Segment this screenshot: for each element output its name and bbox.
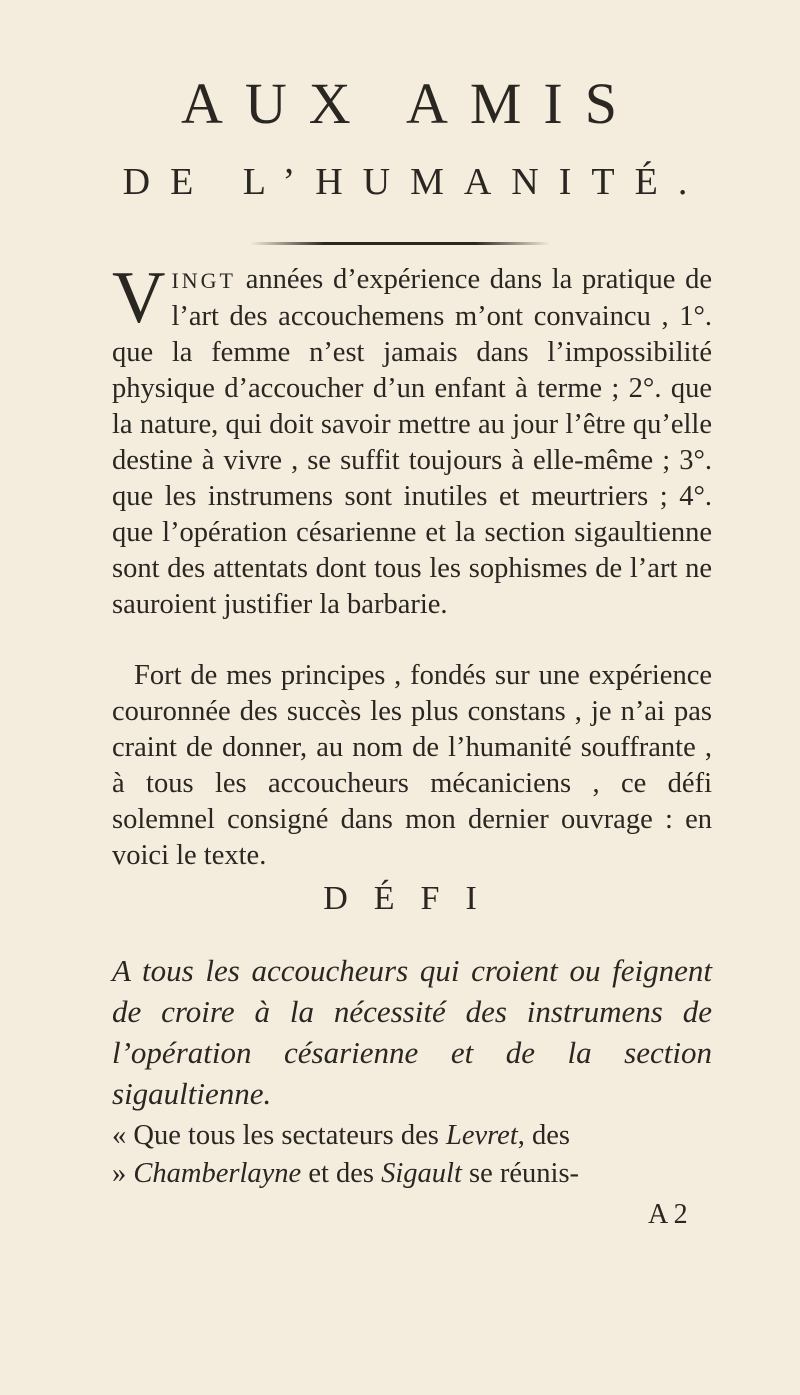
quote-mid2: et des bbox=[301, 1158, 382, 1189]
lead-smallcaps: INGT bbox=[171, 268, 236, 293]
decorative-rule bbox=[250, 242, 550, 245]
title-de-l-humanite: DE L’HUMANITÉ. bbox=[122, 161, 708, 203]
defi-address: A tous les accoucheurs qui croient ou feignent de croire à la nécessité des instrumens de l’opération césarienne et de la section sigaultienne. bbox=[112, 953, 712, 1111]
paragraph-intro-text: années d’expérience dans la pratique de l’art des accouchemens m’ont convaincu , 1°. que la femme n’est jamais dans l’impossibilité physique d’accoucher d’un enfant à terme ; 2°. que la nature, qui doit savoir mettre au jour l’être qu’elle destine à vivre , se suffit toujours à elle-même ; 3°. que les instrumens sont inutiles et meurtriers ; 4°. que l’opération césarienne et la section sigaultienne sont des attentats dont tous les sophismes de l’art ne sauroient justifier la barbarie. bbox=[112, 264, 712, 620]
quote-block bbox=[112, 1117, 712, 1193]
quote-open: « Que tous les sectateurs des bbox=[112, 1120, 446, 1151]
quote-name-levret: Levret bbox=[446, 1120, 518, 1151]
title-aux-amis: AUX AMIS bbox=[181, 71, 639, 136]
quote-mid1: , des bbox=[517, 1120, 571, 1151]
quote-end: se réunis- bbox=[461, 1158, 580, 1189]
signature-mark: A 2 bbox=[648, 1199, 688, 1230]
defi-heading: DÉFI bbox=[323, 880, 503, 917]
drop-cap: V bbox=[112, 257, 166, 339]
paragraph-fort: Fort de mes principes , fondés sur une expérience couronnée des succès les plus constans , je n’ai pas craint de donner, au nom de l’humanité souffrante , à tous les accoucheurs mécaniciens , ce défi solemnel consigné dans mon dernier ouvrage : en voici le texte. bbox=[112, 660, 712, 871]
paragraph-intro bbox=[112, 257, 712, 623]
quote-name-chamberlayne: Chamberlayne bbox=[133, 1158, 302, 1189]
quote-mark2: » bbox=[112, 1158, 134, 1189]
quote-name-sigault: Sigault bbox=[381, 1158, 462, 1189]
